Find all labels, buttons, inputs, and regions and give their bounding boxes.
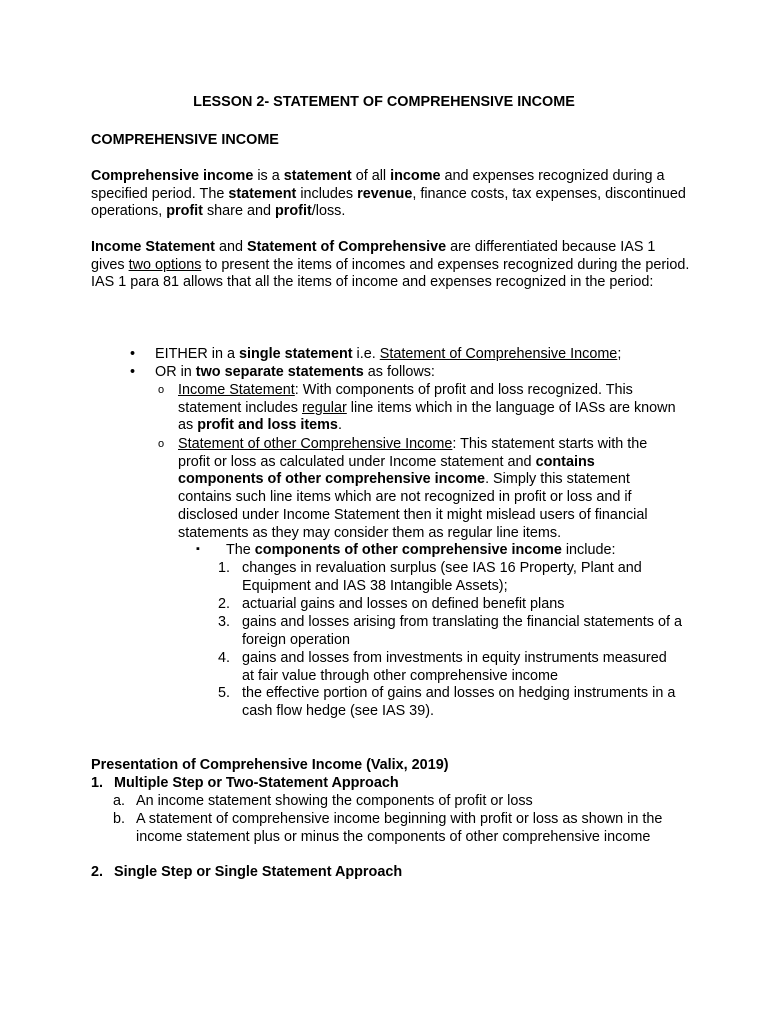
- list-number: 4.: [218, 650, 231, 666]
- text: IAS 1 para 81 allows that all the items of income and expenses recognized in the period:: [91, 274, 654, 291]
- approach-title: Multiple Step or Two-Statement Approach: [114, 775, 399, 791]
- text: are differentiated because IAS 1 gives: [91, 239, 656, 273]
- text: to present the items of incomes and expenses recognized during the period.: [201, 256, 690, 273]
- sub-list-item: [113, 793, 666, 811]
- term-single-statement: single statement: [238, 346, 353, 362]
- term-profit: profit: [274, 203, 312, 220]
- underlined-text: Statement of Comprehensive Income: [379, 346, 618, 362]
- text: OR in: [155, 364, 196, 380]
- sub-list-item: [113, 811, 666, 846]
- term-profit-loss-items: profit and loss items: [197, 417, 338, 434]
- text: .: [337, 417, 342, 434]
- list-letter: a.: [113, 793, 126, 809]
- list-item-text: the effective portion of gains and losses on hedging instruments in a cash flow hedge (see IAS 39).: [242, 685, 676, 719]
- paragraph-definition: [91, 168, 691, 221]
- term-comprehensive-income: Comprehensive income: [91, 168, 254, 184]
- term-statement: statement: [228, 185, 297, 202]
- text: . Simply this statement contains such line items which are not recognized in profit or loss and if disclosed under Income Statement then it might mislead users of financial statements as they may consider them as regular line items.: [178, 471, 648, 541]
- underlined-text: Income Statement: [178, 382, 295, 398]
- bullet-icon: •: [130, 346, 136, 362]
- list-item: [218, 685, 682, 720]
- text: of all: [351, 168, 391, 184]
- term-components-oci: contains components of other comprehensive income: [178, 453, 595, 488]
- text: as follows:: [363, 364, 435, 380]
- term-components-oci: components of other comprehensive income: [254, 542, 562, 558]
- approach-title: Single Step or Single Statement Approach: [114, 864, 403, 880]
- list-item: [218, 614, 682, 649]
- list-number: 1.: [91, 775, 104, 791]
- text: line items which in the language of IASs are known as: [178, 399, 676, 434]
- list-number: 1.: [218, 560, 231, 576]
- text: : With components of profit and loss recognized. This statement includes: [178, 382, 633, 416]
- term-statement: statement: [283, 168, 352, 184]
- text: : This statement starts with the profit or loss as calculated under Income statement and: [178, 436, 648, 470]
- sub-list-text: A statement of comprehensive income beginning with profit or loss as shown in the income statement plus or minus the components of other comprehensive income: [136, 811, 663, 845]
- text: , finance costs, tax expenses, discontinued operations,: [91, 185, 686, 220]
- term-statement-of-comprehensive: Statement of Comprehensive: [246, 239, 447, 255]
- text: The: [226, 542, 255, 558]
- text: include:: [561, 542, 616, 558]
- bullet-item: [130, 346, 685, 364]
- section-heading: COMPREHENSIVE INCOME: [91, 132, 279, 148]
- sub-list-text: An income statement showing the components of profit or loss: [136, 793, 533, 809]
- list-number: 5.: [218, 685, 231, 701]
- text: EITHER in a: [155, 346, 239, 362]
- term-profit: profit: [166, 203, 203, 220]
- list-item: [218, 596, 682, 614]
- text: i.e.: [352, 346, 380, 362]
- list-item-text: actuarial gains and losses on defined benefit plans: [242, 596, 565, 612]
- list-number: 2.: [218, 596, 231, 612]
- underlined-two-options: two options: [128, 256, 202, 273]
- text: is a: [253, 168, 284, 184]
- list-letter: b.: [113, 811, 126, 827]
- term-income: income: [390, 168, 441, 184]
- term-two-separate-statements: two separate statements: [195, 364, 364, 380]
- list-item-text: gains and losses arising from translating the financial statements of a foreign operation: [242, 614, 682, 648]
- term-revenue: revenue: [357, 185, 413, 202]
- text: includes: [296, 185, 358, 202]
- underlined-text: Statement of other Comprehensive Income: [178, 436, 453, 452]
- paragraph-ias1: [91, 239, 691, 292]
- circle-bullet-icon: o: [158, 438, 165, 450]
- underlined-text: regular: [302, 399, 347, 416]
- list-item-text: gains and losses from investments in equity instruments measured at fair value through other comprehensive income: [242, 650, 667, 684]
- list-item: [218, 650, 682, 685]
- approach-item: [91, 864, 674, 882]
- components-intro: [196, 542, 676, 560]
- text: /loss.: [311, 203, 346, 220]
- circle-bullet-icon: o: [158, 384, 165, 396]
- sub-bullet-item: [158, 382, 683, 435]
- list-item: [218, 560, 682, 595]
- term-income-statement: Income Statement: [91, 239, 215, 255]
- presentation-heading: Presentation of Comprehensive Income (Valix, 2019): [91, 757, 449, 773]
- sub-bullet-item: [158, 436, 683, 542]
- list-number: 3.: [218, 614, 231, 630]
- bullet-icon: •: [130, 364, 136, 380]
- text: and expenses recognized during a specified period. The: [91, 168, 665, 202]
- page-title: LESSON 2- STATEMENT OF COMPREHENSIVE INCOME: [193, 94, 575, 110]
- text: and: [214, 239, 247, 255]
- approach-item: [91, 775, 674, 793]
- bullet-item: [130, 364, 685, 382]
- list-item-text: changes in revaluation surplus (see IAS 16 Property, Plant and Equipment and IAS 38 Intangible Assets);: [242, 560, 642, 594]
- square-bullet-icon: ▪: [196, 543, 200, 555]
- list-number: 2.: [91, 864, 104, 880]
- text: ;: [617, 346, 622, 362]
- text: share and: [202, 203, 275, 220]
